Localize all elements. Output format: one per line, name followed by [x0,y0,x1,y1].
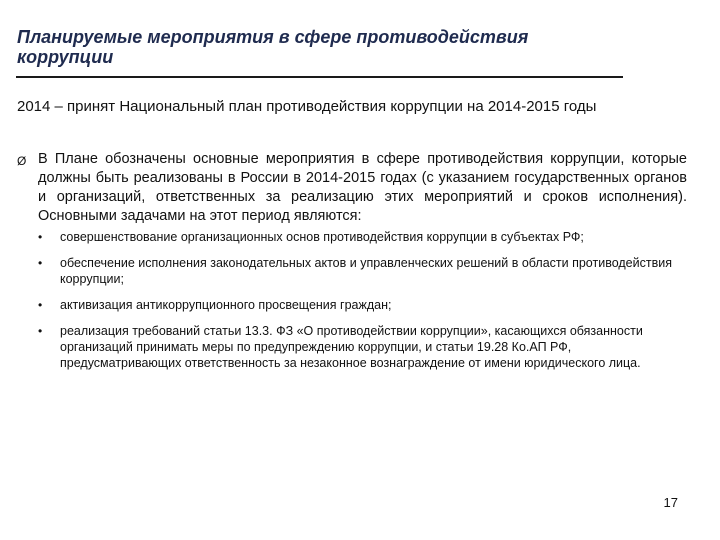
list-item-text: совершенствование организационных основ противодействия коррупции в субъектах РФ; [60,230,584,244]
bullet-icon: • [38,324,43,338]
list-item [38,323,688,371]
list-item [38,255,688,287]
list-item [38,297,688,313]
slide-title: Планируемые мероприятия в сфере противодействия коррупции [17,27,529,67]
task-list [38,229,688,381]
list-item-text: активизация антикоррупционного просвещения граждан; [60,298,392,312]
list-item-text: обеспечение исполнения законодательных актов и управленческих решений в области противодействия коррупции; [60,256,672,286]
bullet-icon: • [38,230,43,244]
title-divider [16,76,623,78]
list-item-text: реализация требований статьи 13.3. ФЗ «О противодействии коррупции», касающихся обязанности организаций принимать меры по предупреждению коррупции, и статьи 19.28 Ко.АП РФ, предусматривающих ответственность за незаконное вознаграждение от имени юридического лица. [60,324,643,370]
main-point [17,150,687,226]
plan-headline: 2014 – принят Национальный план противодействия коррупции на 2014-2015 годы [17,98,597,115]
list-item [38,229,688,245]
page-number: 17 [663,495,678,510]
main-point-text: В Плане обозначены основные мероприятия в сфере противодействия коррупции, которые должны быть реализованы в России в 2014-2015 годах (с указанием государственных органов и организаций, ответственных за реализацию этих мероприятий и сроков исполнения). Основными задачами на этот период являются: [38,151,687,224]
bullet-icon: • [38,298,43,312]
bullet-icon: • [38,256,43,270]
arrow-bullet-icon: Ø [17,154,27,168]
